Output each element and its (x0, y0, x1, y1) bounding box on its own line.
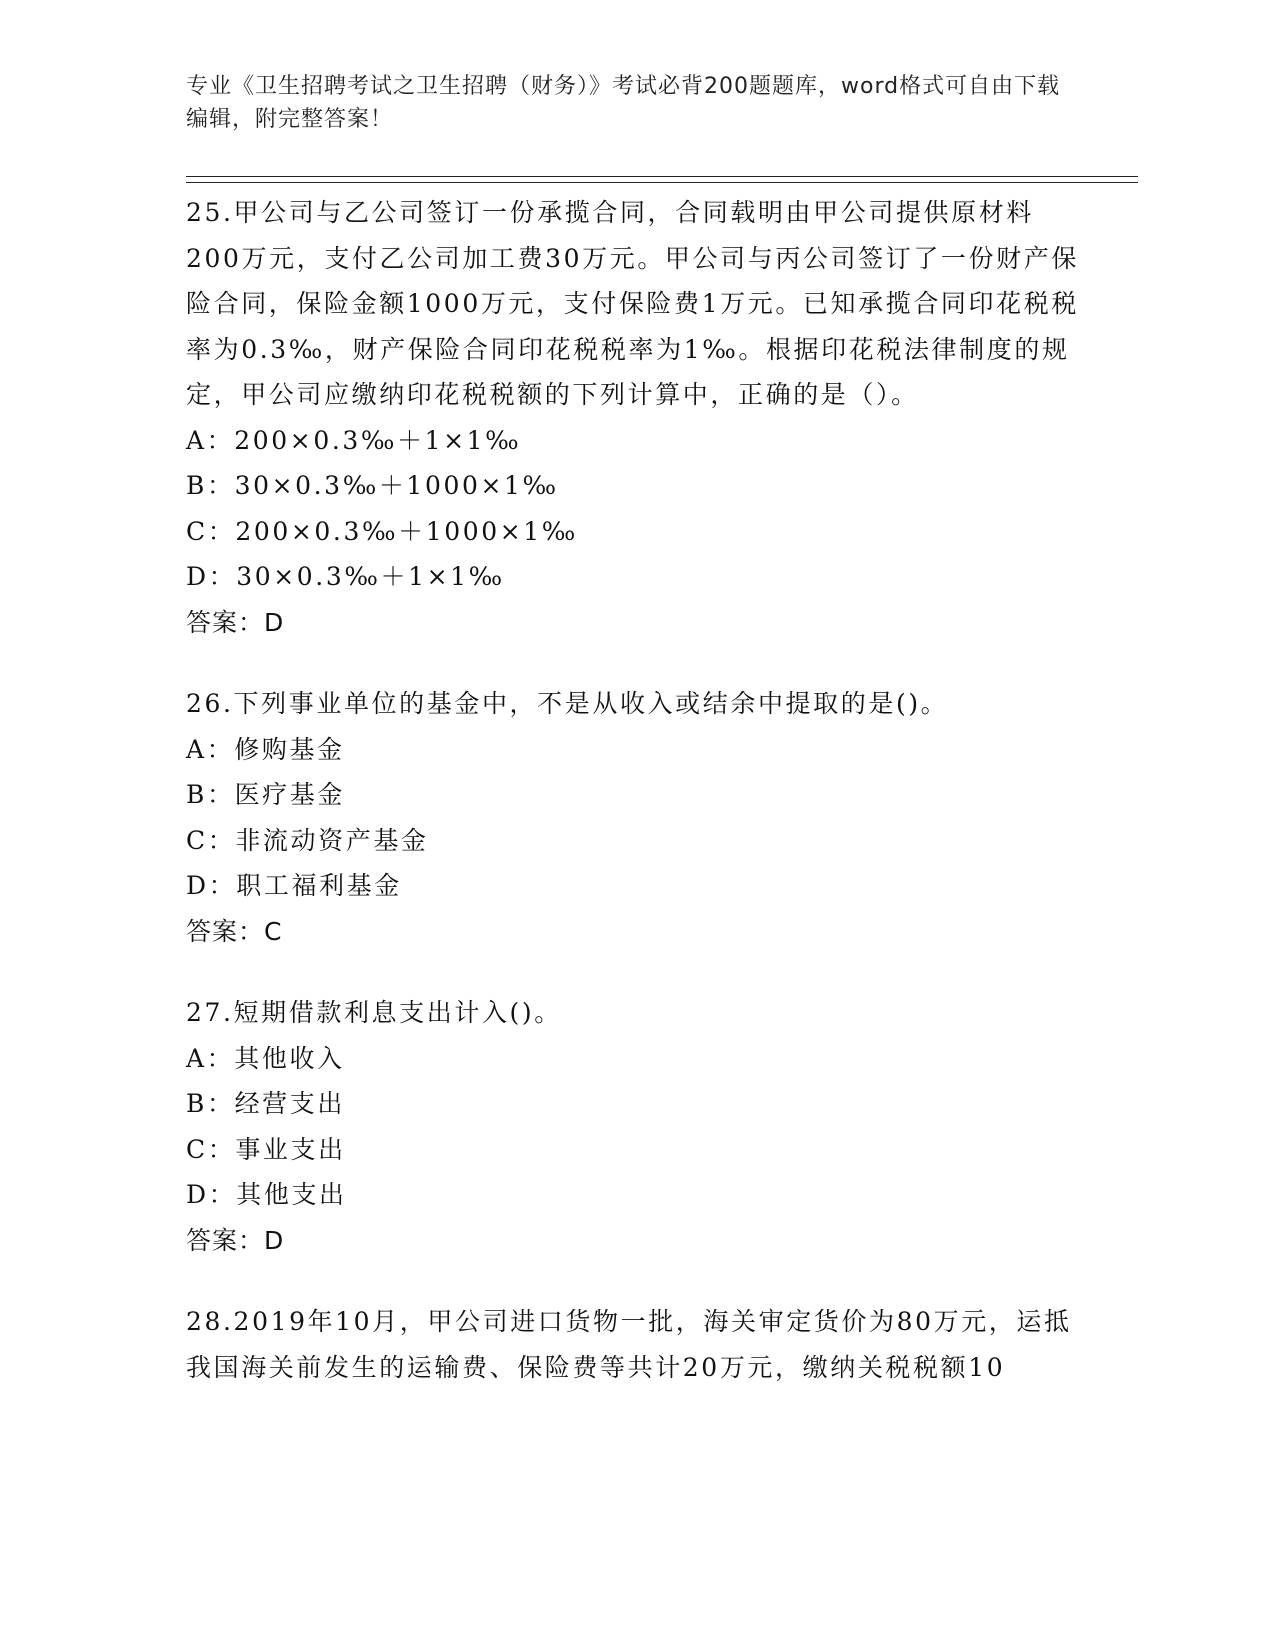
question-list (186, 190, 1086, 1426)
question-25 (186, 190, 1086, 645)
option-a: A：其他收入 (186, 1043, 345, 1073)
question-stem: 25.甲公司与乙公司签订一份承揽合同，合同载明由甲公司提供原材料200万元，支付乙公司加工费30万元。甲公司与丙公司签订了一份财产保险合同，保险金额1000万元，支付保险费1万元。已知承揽合同印花税税率为0.3‰，财产保险合同印花税税率为1‰。根据印花税法律制度的规定，甲公司应缴纳印花税税额的下列计算中，正确的是（）。 (186, 198, 1079, 409)
option-b: B：30×0.3‰＋1000×1‰ (186, 471, 559, 500)
header-divider (186, 182, 1138, 183)
document-header: 专业《卫生招聘考试之卫生招聘（财务）》考试必背200题题库，word格式可自由下载编辑，附完整答案！ (186, 74, 1061, 132)
question-stem: 28.2019年10月，甲公司进口货物一批，海关审定货价为80万元，运抵我国海关前发生的运输费、保险费等共计20万元，缴纳关税税额10 (186, 1307, 1072, 1382)
option-d: D：职工福利基金 (186, 871, 402, 900)
option-c: C：事业支出 (186, 1134, 346, 1164)
option-d: D：30×0.3‰＋1×1‰ (186, 562, 505, 591)
question-28 (186, 1299, 1086, 1390)
question-stem: 27.短期借款利息支出计入()。 (186, 998, 562, 1027)
option-b: B：经营支出 (186, 1089, 345, 1118)
option-a: A：修购基金 (186, 734, 345, 764)
answer: 答案：D (186, 607, 285, 637)
question-26 (186, 681, 1086, 954)
answer: 答案：C (186, 916, 283, 946)
question-27 (186, 990, 1086, 1263)
option-a: A：200×0.3‰＋1×1‰ (186, 425, 522, 455)
question-stem: 26.下列事业单位的基金中，不是从收入或结余中提取的是()。 (186, 689, 949, 718)
answer: 答案：D (186, 1225, 285, 1255)
option-c: C：非流动资产基金 (186, 825, 429, 855)
option-b: B：医疗基金 (186, 780, 345, 809)
option-c: C：200×0.3‰＋1000×1‰ (186, 516, 578, 546)
header-divider (186, 176, 1138, 177)
option-d: D：其他支出 (186, 1180, 347, 1209)
